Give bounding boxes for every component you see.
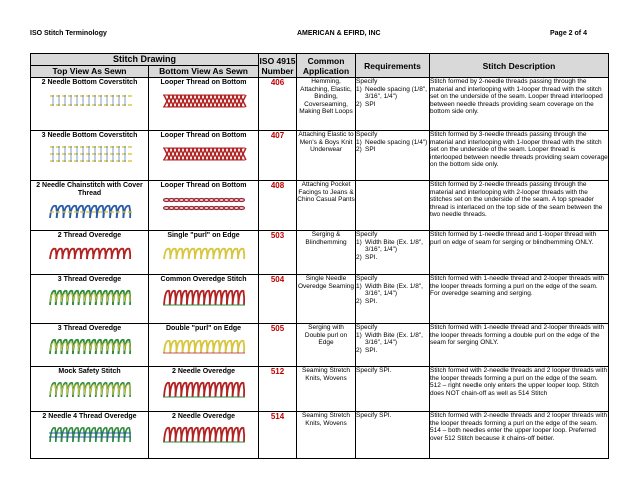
top-view-cell	[31, 131, 149, 181]
stitch-row	[31, 367, 609, 412]
requirement-text: SPI.	[365, 297, 378, 305]
top-view-stitch-drawing	[47, 424, 133, 446]
requirement-text: SPI.	[365, 253, 378, 261]
requirement-text: Needle spacing (1/4")	[365, 138, 428, 146]
iso-number: 512	[259, 367, 297, 412]
top-view-cell	[31, 367, 149, 412]
top-view-stitch-drawing	[47, 143, 133, 165]
bottom-view-title: 2 Needle Overedge	[171, 413, 236, 420]
requirement-number: 1)	[356, 238, 362, 246]
iso-number-header: ISO 4915 Number	[259, 55, 296, 76]
common-application: Attaching Pocket Facings to Jeans & Chino Casual Pants	[297, 181, 356, 231]
common-application: Single Needle Overedge Seaming	[297, 275, 356, 324]
stitch-row	[31, 78, 609, 131]
iso-number: 505	[259, 324, 297, 367]
bottom-view-stitch-drawing	[161, 287, 247, 309]
requirement-item	[356, 347, 429, 355]
bottom-view-stitch-drawing	[161, 143, 247, 165]
stitch-description: Stitch formed with 1-needle thread and 2-looper threads with the looper threads forming a purl on the edge of the seam. For overedge seaming and serging.	[430, 275, 609, 324]
bottom-view-stitch-drawing	[161, 379, 247, 401]
top-view-stitch-drawing	[47, 90, 133, 112]
requirement-text: Width Bite (Ex. 1/8", 3/16", 1/4")	[365, 238, 423, 254]
requirement-number: 2)	[356, 297, 362, 305]
requirement-number: 1)	[356, 85, 362, 93]
iso-number: 514	[259, 412, 297, 459]
stitch-description: Stitch formed with 1-needle thread and 2-looper threads with the looper threads forming a double purl on the edge of the seam for serging ONLY.	[430, 324, 609, 367]
requirements-heading: Specify	[356, 275, 378, 282]
requirements-header: Requirements	[356, 54, 430, 78]
bottom-view-stitch-drawing	[161, 243, 247, 265]
requirement-item	[356, 101, 429, 109]
common-application: Seaming Stretch Knits, Wovens	[297, 367, 356, 412]
requirement-item	[356, 239, 429, 254]
requirements	[356, 231, 430, 275]
requirement-number: 2)	[356, 346, 362, 354]
bottom-view-cell	[149, 181, 259, 231]
common-application: Seaming Stretch Knits, Wovens	[297, 412, 356, 459]
iso-number: 408	[259, 181, 297, 231]
requirements-heading: Specify SPI.	[356, 367, 392, 374]
top-view-cell	[31, 275, 149, 324]
stitch-row	[31, 131, 609, 181]
stitch-description: Stitch formed with 2-needle threads and 2 looper threads with the looper threads forming a purl on the edge of the seam. 514 – both needles enter the upper looper loop. Preferred over 512 Stitch because it chains-off better.	[430, 412, 609, 459]
bottom-view-cell	[149, 412, 259, 459]
bottom-view-cell	[149, 131, 259, 181]
requirement-text: SPI.	[365, 346, 378, 354]
requirements-heading: Specify SPI.	[356, 412, 392, 419]
requirements	[356, 412, 430, 459]
stitch-description: Stitch formed with 2-needle threads and 2 looper threads with the looper threads forming a purl on the edge of the seam. 512 – right needle only enters the upper looper loop. Stitch does NOT chain-off as well as 514 Stitch	[430, 367, 609, 412]
requirement-text: SPI	[365, 146, 376, 154]
bottom-view-stitch-drawing	[161, 90, 247, 112]
bottom-view-header: Bottom View As Sewn	[149, 66, 259, 78]
requirements	[356, 324, 430, 367]
common-application: Attaching Elastic to Men's & Boys Knit Underwear	[297, 131, 356, 181]
top-view-title: Mock Safety Stitch	[58, 368, 121, 375]
top-view-title: 3 Thread Overedge	[57, 325, 122, 332]
stitch-row	[31, 231, 609, 275]
top-view-title: 3 Thread Overedge	[57, 276, 122, 283]
stitch-description: Stitch formed by 1-needle thread and 1-looper thread with purl on edge of seam for serging or blindhemming ONLY.	[430, 231, 609, 275]
top-view-cell	[31, 78, 149, 131]
stitch-row	[31, 324, 609, 367]
requirement-text: SPI	[365, 100, 376, 108]
stitch-rows	[31, 78, 609, 459]
requirement-item	[356, 86, 429, 101]
requirement-item	[356, 283, 429, 298]
requirement-item	[356, 298, 429, 306]
header-center: AMERICAN & EFIRD, INC	[297, 30, 381, 37]
requirements	[356, 78, 430, 131]
requirements-heading: Specify	[356, 131, 378, 138]
iso-number: 406	[259, 78, 297, 131]
requirement-item	[356, 139, 429, 147]
requirements	[356, 131, 430, 181]
top-view-stitch-drawing	[47, 243, 133, 265]
stitch-row	[31, 275, 609, 324]
requirement-number: 1)	[356, 138, 362, 146]
common-application: Hemming, Attaching, Elastic, Binding, Coverseaming, Making Belt Loops	[297, 78, 356, 131]
header-right: Page 2 of 4	[550, 30, 587, 37]
requirement-text: Width Bite (Ex. 1/8", 3/16", 1/4")	[365, 331, 423, 347]
requirement-item	[356, 146, 429, 154]
stitch-table	[30, 53, 609, 459]
top-view-title: 2 Thread Overedge	[57, 232, 122, 239]
bottom-view-cell	[149, 324, 259, 367]
bottom-view-title: Looper Thread on Bottom	[160, 132, 247, 139]
top-view-title: 2 Needle Bottom Coverstitch	[41, 79, 138, 86]
iso-number: 407	[259, 131, 297, 181]
top-view-cell	[31, 231, 149, 275]
page-header	[0, 30, 638, 42]
iso-number: 504	[259, 275, 297, 324]
top-view-stitch-drawing	[47, 379, 133, 401]
bottom-view-title: Looper Thread on Bottom	[160, 182, 247, 189]
header-left: ISO Stitch Terminology	[30, 30, 107, 37]
common-application-header: Common Application	[297, 54, 356, 78]
top-view-title: 2 Needle 4 Thread Overedge	[42, 413, 137, 420]
stitch-row	[31, 181, 609, 231]
top-view-title: 3 Needle Bottom Coverstitch	[41, 132, 138, 139]
requirement-number: 2)	[356, 253, 362, 261]
stitch-description-header: Stitch Description	[430, 54, 609, 78]
bottom-view-title: Looper Thread on Bottom	[160, 79, 247, 86]
top-view-header: Top View As Sewn	[31, 66, 149, 78]
bottom-view-stitch-drawing	[161, 336, 247, 358]
requirement-number: 1)	[356, 331, 362, 339]
requirement-number: 2)	[356, 146, 362, 154]
requirements	[356, 275, 430, 324]
requirements-heading: Specify	[356, 78, 378, 85]
bottom-view-cell	[149, 275, 259, 324]
bottom-view-cell	[149, 78, 259, 131]
top-view-cell	[31, 181, 149, 231]
top-view-stitch-drawing	[47, 336, 133, 358]
bottom-view-stitch-drawing	[161, 424, 247, 446]
stitch-description: Stitch formed by 2-needle threads passing through the material and interlooping with 2-looper threads with the stitches set on the underside of the seam. A top spreader thread is interlaced on the top side of the seam between the two needle threads.	[430, 181, 609, 231]
bottom-view-cell	[149, 367, 259, 412]
requirements	[356, 181, 430, 231]
bottom-view-stitch-drawing	[161, 193, 247, 215]
requirement-number: 1)	[356, 282, 362, 290]
requirement-item	[356, 254, 429, 262]
stitch-description: Stitch formed by 3-needle threads passing through the material and interlooping with 1-looper thread with the stitch set on the underside of the seam. Looper thread is interlooped between needle threads providing seam coverage on the bottom side only.	[430, 131, 609, 181]
top-view-title: 2 Needle Chainstitch with Cover Thread	[36, 182, 143, 197]
bottom-view-title: Single "purl" on Edge	[167, 232, 240, 239]
stitch-row	[31, 412, 609, 459]
top-view-stitch-drawing	[47, 201, 133, 223]
requirements-heading: Specify	[356, 324, 378, 331]
bottom-view-title: 2 Needle Overedge	[171, 368, 236, 375]
requirements-heading: Specify	[356, 231, 378, 238]
iso-number: 503	[259, 231, 297, 275]
top-view-cell	[31, 324, 149, 367]
requirement-number: 2)	[356, 100, 362, 108]
bottom-view-title: Double "purl" on Edge	[165, 325, 242, 332]
requirements	[356, 367, 430, 412]
bottom-view-title: Common Overedge Stitch	[160, 276, 247, 283]
top-view-stitch-drawing	[47, 287, 133, 309]
requirement-text: Needle spacing (1/8", 3/16", 1/4")	[365, 85, 427, 101]
stitch-drawing-header: Stitch Drawing	[31, 54, 259, 66]
common-application: Serging & Blindhemming	[297, 231, 356, 275]
bottom-view-cell	[149, 231, 259, 275]
stitch-description: Stitch formed by 2-needle threads passing through the material and interlooping with 1-looper thread with the stitch set on the underside of the seam. Looper thread interlooped between needle threads providing seam coverage on the bottom side only.	[430, 78, 609, 131]
requirement-text: Width Bite (Ex. 1/8", 3/16", 1/4")	[365, 282, 423, 298]
common-application: Serging with Double purl on Edge	[297, 324, 356, 367]
requirement-item	[356, 332, 429, 347]
top-view-cell	[31, 412, 149, 459]
